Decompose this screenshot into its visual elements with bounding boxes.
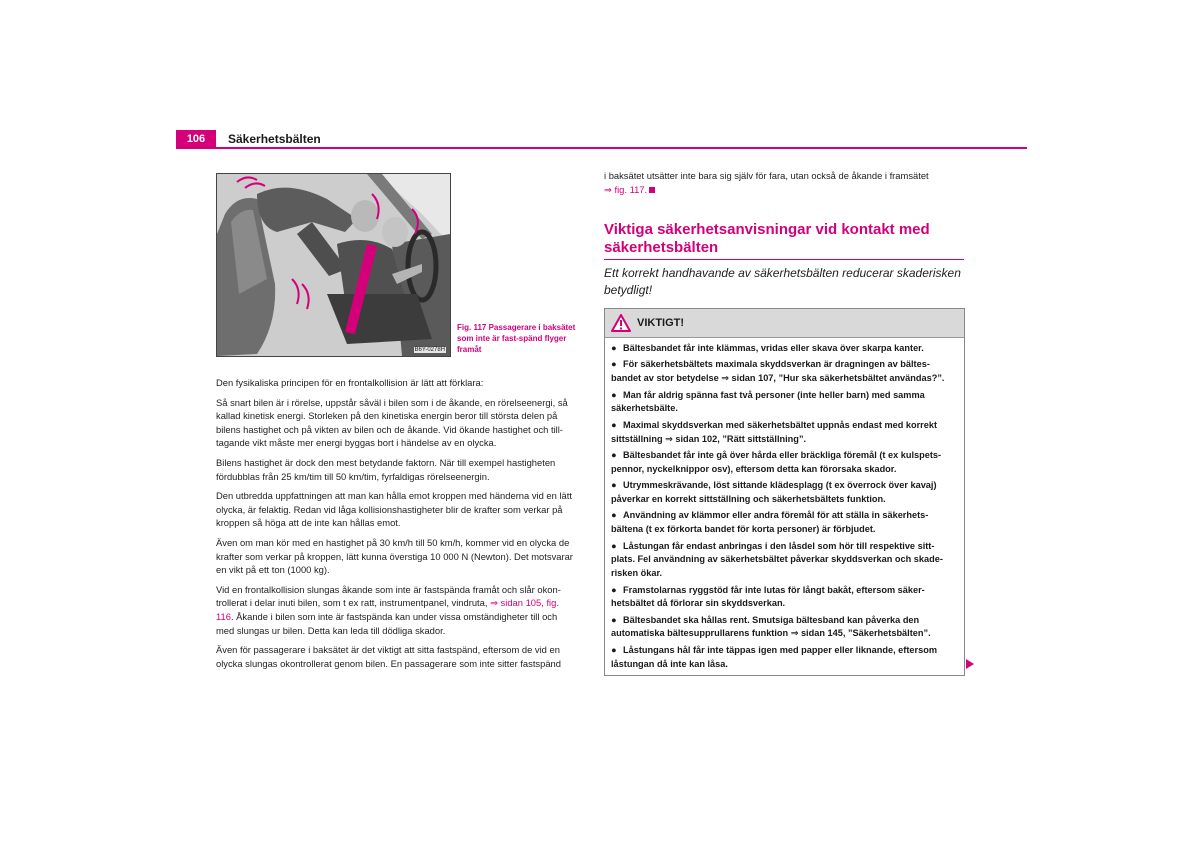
warning-item: ● Bältesbandet får inte gå över hårda eller bräckliga föremål (t ex kulspets-pennor, nyckelknippor osv), eftersom detta kan förorsaka skador. — [611, 449, 942, 474]
warning-item: ● Framstolarnas ryggstöd får inte lutas för långt bakåt, eftersom säker-hetsbältet då förlorar sin skyddsverkan. — [611, 584, 925, 609]
paragraph: Även för passagerare i baksätet är det viktigt att sitta fastspänd, eftersom de vid en olycka slungas okontrollerat genom bilen. En passagerare som inte sitter fastspänd — [216, 644, 561, 669]
page-reference-link[interactable]: ⇒ sidan 105, — [490, 597, 544, 609]
figure-caption: Fig. 117 Passagerare i baksätet som inte är fast-spänd flyger framåt — [457, 323, 576, 354]
warning-item: ● För säkerhetsbältets maximala skyddsverkan är dragningen av bältes-bandet av stor betydelse ⇒ sidan 107, ”Hur ska säkerhetsbältet användas?”. — [611, 359, 945, 384]
warning-triangle-icon — [611, 314, 631, 332]
paragraph: Bilens hastighet är dock den mest betydande faktorn. När till exempel hastigheten fördubblas från 25 km/tim till 50 km/tim, fyrfaldigas rörelseenergin. — [216, 456, 556, 482]
paragraph-text: Vid en frontalkollision slungas åkande som inte är fastspända framåt och slår okon-trollerat i delar inuti bilen, som t ex ratt, instrumentpanel, vindruta, — [216, 583, 561, 609]
bullet-icon: ● — [611, 359, 617, 370]
left-column — [216, 376, 576, 676]
bullet-icon: ● — [611, 644, 617, 655]
bullet-icon: ● — [611, 389, 617, 400]
figure-code: B6Y-0278H — [414, 347, 445, 353]
bullet-icon: ● — [611, 614, 617, 625]
paragraph: Den utbredda uppfattningen att man kan hålla emot kroppen med händerna vid en lätt olycka, är felaktig. Redan vid låga kollisionshastigheter blir de krafter som verkar på kroppen så höga att de inte kan hållas emot. — [216, 490, 572, 529]
bullet-icon: ● — [611, 510, 617, 521]
warning-item: ● Användning av klämmor eller andra föremål för att ställa in säkerhets-bältena (t ex förkorta bandet för korta personer) är förbjudet. — [611, 510, 929, 535]
paragraph: Den fysikaliska principen för en frontalkollision är lätt att förklara: — [216, 377, 484, 388]
warning-header — [605, 309, 964, 338]
section-lead: Ett korrekt handhavande av säkerhetsbälten reducerar skaderisken betydligt! — [604, 266, 961, 297]
bullet-icon: ● — [611, 449, 617, 460]
right-intro — [604, 169, 964, 196]
warning-box — [604, 308, 965, 676]
bullet-icon: ● — [611, 419, 617, 430]
warning-item: ● Man får aldrig spänna fast två personer (inte heller barn) med samma säkerhetsbälte. — [611, 389, 925, 414]
section-rule — [604, 259, 964, 260]
warning-item: ● Bältesbandet ska hållas rent. Smutsiga bältesband kan påverka den automatiska bältesupprullarens funktion ⇒ sidan 145, ”Säkerhetsbälten”. — [611, 614, 931, 639]
paragraph: Även om man kör med en hastighet på 30 km/h till 50 km/h, kommer vid en olycka de krafter som verkar på kroppen, lätt kunna överstiga 10 000 N (Newton). Det motsvarar en vikt på ett ton (1000 kg). — [216, 536, 573, 576]
end-of-section-icon — [649, 187, 655, 193]
paragraph: Så snart bilen är i rörelse, uppstår såväl i bilen som i de åkande, en rörelseenergi, så kallad kinetisk energi. Storleken på den kinetiska energin beror till största delen på bilens hastighet och på vikten av bilen och de åkande. Vid ökande hastighet och till-tagande vikt måste mer energi byggas bort i händelse av en olycka. — [216, 396, 568, 449]
paragraph — [216, 583, 576, 637]
continue-arrow-icon — [966, 659, 974, 669]
page-title: Säkerhetsbälten — [228, 132, 321, 146]
warning-item: ● Låstungans hål får inte täppas igen med papper eller liknande, eftersom låstungan då inte kan låsa. — [611, 644, 937, 669]
warning-item: ● Utrymmeskrävande, löst sittande klädesplagg (t ex överrock över kavaj) påverkar en korrekt sittställning och säkerhetsbältets funktion. — [611, 480, 937, 504]
section-title: Viktiga säkerhetsanvisningar vid kontakt med säkerhetsbälten — [604, 221, 930, 256]
figure-reference-link[interactable]: ⇒ fig. 117. — [604, 183, 648, 195]
figure-117 — [216, 173, 451, 357]
header-rule — [176, 147, 1027, 149]
crash-illustration — [217, 174, 450, 356]
page-number: 106 — [176, 130, 216, 148]
warning-item: ● Maximal skyddsverkan med säkerhetsbältet uppnås endast med korrekt sittställning ⇒ sidan 102, ”Rätt sittställning”. — [611, 419, 938, 444]
figure-reference-link[interactable]: fig. 116 — [216, 597, 559, 622]
warning-title: VIKTIGT! — [637, 317, 685, 329]
warning-item: ● Bältesbandet får inte klämmas, vridas eller skava över skarpa kanter. — [611, 342, 958, 356]
warning-list — [605, 338, 964, 671]
bullet-icon: ● — [611, 343, 617, 353]
warning-item: ● Låstungan får endast anbringas i den låsdel som hör till respektive sitt-plats. Fel användning av säkerhetsbältet påverkar skyddsverkan och skade-risken ökar. — [611, 540, 943, 579]
bullet-icon: ● — [611, 540, 617, 551]
bullet-icon: ● — [611, 584, 617, 595]
intro-text: i baksätet utsätter inte bara sig själv för fara, utan också de åkande i framsätet — [604, 170, 929, 181]
paragraph-text: . Åkande i bilen som inte är fastspända kan under vissa omständigheter till och med slungas ur bilen. Detta kan leda till dödliga skador. — [216, 610, 558, 636]
bullet-icon: ● — [611, 480, 617, 491]
